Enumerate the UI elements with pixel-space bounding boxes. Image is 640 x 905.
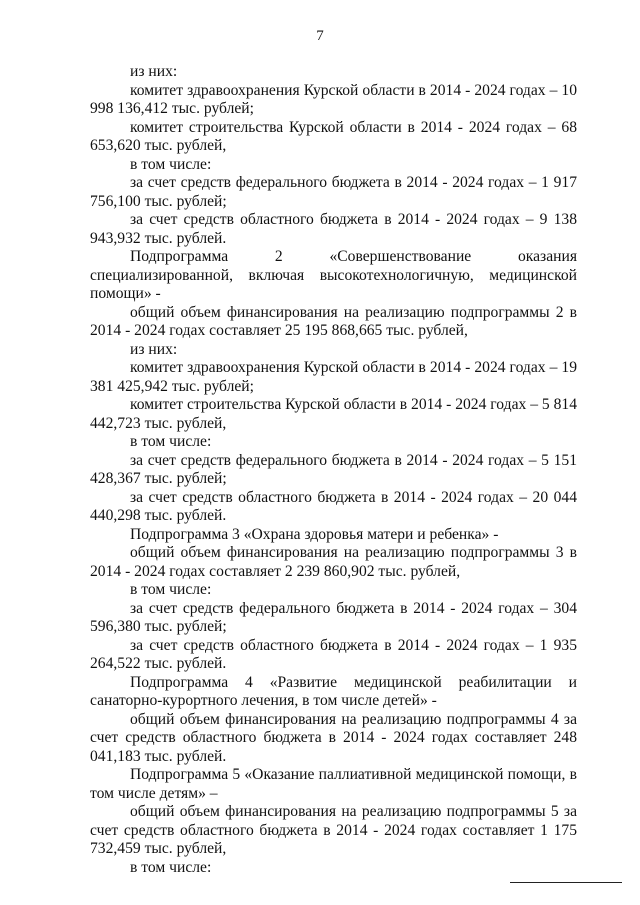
paragraph: за счет средств областного бюджета в 2014 - 2024 годах – 20 044 440,298 тыс. рублей. <box>90 488 577 524</box>
paragraph: общий объем финансирования на реализацию подпрограммы 4 за счет средств областного бюджета в 2014 - 2024 годах составляет 248 041,183 тыс. рублей. <box>90 710 577 765</box>
paragraph: в том числе: <box>130 433 212 450</box>
paragraph: общий объем финансирования на реализацию подпрограммы 3 в 2014 - 2024 годах составляет 2 239 860,902 тыс. рублей, <box>90 544 577 580</box>
paragraph: комитет здравоохранения Курской области в 2014 - 2024 годах – 10 998 136,412 тыс. рублей; <box>90 81 577 117</box>
paragraph: за счет средств областного бюджета в 2014 - 2024 годах – 9 138 943,932 тыс. рублей. <box>90 211 577 247</box>
paragraph: в том числе: <box>130 858 212 876</box>
document-body <box>90 63 577 877</box>
paragraph: за счет средств областного бюджета в 2014 - 2024 годах – 1 935 264,522 тыс. рублей. <box>90 636 577 672</box>
paragraph: Подпрограмма 2 «Совершенствование оказания специализированной, включая высокотехнологичную, медицинской помощи» - <box>90 248 577 302</box>
paragraph: общий объем финансирования на реализацию подпрограммы 5 за счет средств областного бюджета в 2014 - 2024 годах составляет 1 175 732,459 тыс. рублей, <box>90 803 577 857</box>
paragraph: комитет строительства Курской области в 2014 - 2024 годах – 5 814 442,723 тыс. рублей, <box>90 396 577 432</box>
paragraph: из них: <box>130 63 178 80</box>
paragraph: за счет средств федерального бюджета в 2014 - 2024 годах – 5 151 428,367 тыс. рублей; <box>90 451 577 487</box>
paragraph: комитет здравоохранения Курской области в 2014 - 2024 годах – 19 381 425,942 тыс. рублей; <box>90 359 577 395</box>
paragraph: из них: <box>130 340 178 358</box>
paragraph: в том числе: <box>130 155 212 173</box>
page-number: 7 <box>316 28 324 44</box>
paragraph: в том числе: <box>130 581 212 598</box>
bottom-divider <box>510 882 622 883</box>
paragraph: Подпрограмма 4 «Развитие медицинской реабилитации и санаторно-курортного лечения, в том числе детей» - <box>90 673 577 709</box>
paragraph: за счет средств федерального бюджета в 2014 - 2024 годах – 304 596,380 тыс. рублей; <box>90 599 577 635</box>
paragraph: комитет строительства Курской области в 2014 - 2024 годах – 68 653,620 тыс. рублей, <box>90 118 577 154</box>
paragraph: Подпрограмма 5 «Оказание паллиативной медицинской помощи, в том числе детям» – <box>90 766 577 802</box>
paragraph: Подпрограмма 3 «Охрана здоровья матери и ребенка» - <box>130 525 499 543</box>
paragraph: за счет средств федерального бюджета в 2014 - 2024 годах – 1 917 756,100 тыс. рублей; <box>90 174 577 210</box>
paragraph: общий объем финансирования на реализацию подпрограммы 2 в 2014 - 2024 годах составляет 25 195 868,665 тыс. рублей, <box>90 303 577 339</box>
